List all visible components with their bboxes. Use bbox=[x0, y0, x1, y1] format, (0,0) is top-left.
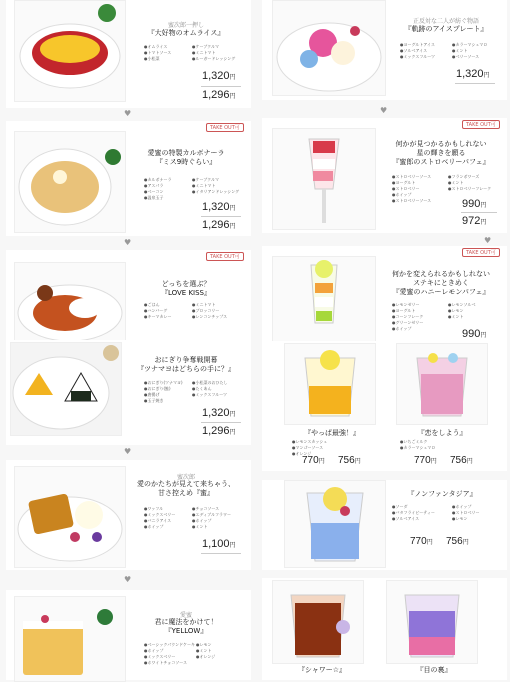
menu-card-pasta[interactable] bbox=[6, 121, 251, 236]
pasta-photo bbox=[14, 131, 126, 233]
price-dine-in: 1,320円 bbox=[202, 70, 236, 82]
drink-pink-photo bbox=[396, 343, 488, 425]
ingredient-list: ●ワッフル ●ミックスベリー ●バニラアイス ●ホイップ ●チョコソース ●エディブルフラワー ●ホイップ ●ミント bbox=[144, 506, 232, 529]
menu-subtitle: 正反対な二人が紡ぐ物語 bbox=[412, 18, 479, 25]
takeout-badge: TAKE OUT可 bbox=[206, 123, 244, 132]
price-takeout: 1,296円 bbox=[202, 219, 236, 231]
price-divider bbox=[455, 83, 495, 84]
nonfantasy-photo bbox=[284, 480, 386, 568]
menu-card-yellow[interactable] bbox=[6, 590, 251, 680]
poundcake-photo bbox=[14, 596, 126, 682]
takeout-badge: TAKE OUT可 bbox=[462, 120, 500, 129]
price-takeout: 972円 bbox=[462, 215, 487, 227]
price-dine-in: 1,320円 bbox=[202, 201, 236, 213]
ingredient-list: ●ベーシックパウンドケーキ ●ホイップ ●ミックスベリー ●ホワイトチョコソース ●レモン ●ミント ●オレンジ bbox=[144, 642, 216, 665]
ingredient-list: ●カルボナーラ ●アスパラ ●ベーコン ●温泉玉子 ●ケーブクルマ ●ミニトマト ●イタリアンドレッシング bbox=[144, 177, 240, 200]
menu-card-strawberry-parfait[interactable] bbox=[262, 118, 507, 233]
heart-divider-icon: ♥ bbox=[124, 238, 132, 247]
price-divider bbox=[201, 422, 241, 423]
menu-subtitle: 蜜次郎 bbox=[176, 474, 195, 481]
price-takeout: 756円 bbox=[338, 455, 361, 466]
price-dine-in: 1,100円 bbox=[202, 538, 236, 550]
menu-card-waffle[interactable] bbox=[6, 460, 251, 570]
hayashi-photo bbox=[14, 262, 126, 342]
price-takeout: 756円 bbox=[450, 455, 473, 466]
menu-title: 『恋をしよう』 bbox=[417, 429, 467, 437]
price-takeout: 756円 bbox=[446, 536, 469, 547]
menu-title: おにぎり争奪戦開幕 『ツナマヨはどちらの手に？』 bbox=[137, 356, 235, 373]
price-dine-in: 1,320円 bbox=[456, 68, 490, 80]
ingredient-list: ●レモンゼリー ●ヨーグルト ●コーンフレーク ●グリーンゼリー ●ホイップ ●レモンソルベ ●レモン ●ミント bbox=[392, 302, 476, 331]
menu-title: 愛蜜の特製カルボナーラ 『ミス9時ぐらい』 bbox=[147, 149, 225, 166]
price-divider bbox=[201, 86, 241, 87]
heart-divider-icon: ♥ bbox=[124, 447, 132, 456]
menu-title: 『シャワー☆』 bbox=[297, 666, 347, 674]
iceplate-photo bbox=[272, 0, 386, 96]
omurice-photo bbox=[14, 0, 126, 102]
takeout-badge: TAKE OUT可 bbox=[462, 248, 500, 257]
menu-card-drinks-2[interactable] bbox=[262, 578, 507, 680]
menu-card-nonfantasy[interactable] bbox=[262, 480, 507, 570]
menu-title: 『ノンファンタジア』 bbox=[407, 490, 477, 498]
price-divider bbox=[461, 212, 497, 213]
price-divider bbox=[201, 216, 241, 217]
menu-card-loveKiss[interactable] bbox=[6, 250, 251, 340]
price-takeout: 1,296円 bbox=[202, 425, 236, 437]
ingredient-list: ●ヨーグルトアイス ●ソルベアイス ●ミックスフルーツ ●カラーマシュマロ ●ミント ●ベリーソース bbox=[400, 42, 488, 59]
frenchtoast-photo bbox=[14, 466, 126, 568]
heart-divider-icon: ♥ bbox=[484, 236, 492, 245]
price-dine-in: 990円 bbox=[462, 198, 487, 210]
menu-card-drinks-1[interactable] bbox=[262, 341, 507, 471]
price-dine-in: 1,320円 bbox=[202, 407, 236, 419]
parfait1-photo bbox=[272, 128, 376, 230]
menu-title: どっちを選ぶ？ 『LOVE KISS』 bbox=[160, 280, 211, 297]
menu-title: 何かを変えられるかもしれない ステキにときめく 『愛蜜のハニーレモンパフェ』 bbox=[392, 270, 490, 296]
drink-yellow-photo bbox=[284, 343, 376, 425]
price-divider bbox=[201, 553, 241, 554]
heart-divider-icon: ♥ bbox=[124, 109, 132, 118]
ingredient-list: ●ソーダ ●バタフライピーティー ●ソルベアイス ●ホイップ ●ストロベリー ●レモン bbox=[392, 504, 480, 521]
ingredient-list: ●オムライス ●トマトソース ●小松菜 ●ケーブクルマ ●ミニトマト ●ルーガードレッシング bbox=[144, 44, 236, 61]
menu-card-omurice[interactable] bbox=[6, 0, 251, 108]
ingredient-list: ●ごはん ●ハンバーグ ●キーマカレー ●ミニトマト ●ブロッコリー ●レンコンチップス bbox=[144, 302, 228, 319]
menu-card-lemon-parfait[interactable] bbox=[262, 246, 507, 341]
menu-subtitle: 愛蜜 bbox=[179, 612, 192, 619]
drink-cola-photo bbox=[272, 580, 364, 664]
price-dine-in: 770円 bbox=[414, 455, 437, 466]
ingredient-list: ●レモンスカッシュ ●マンゴーソース ●オレンジ bbox=[292, 439, 328, 456]
heart-divider-icon: ♥ bbox=[124, 575, 132, 584]
takeout-badge: TAKE OUT可 bbox=[206, 252, 244, 261]
price-dine-in: 770円 bbox=[410, 536, 433, 547]
ingredient-list: ●いちごミルク ●カラーマシュマロ bbox=[400, 439, 436, 450]
onigiri-photo bbox=[10, 342, 122, 436]
menu-title: 『やっぱ最強！』 bbox=[304, 429, 360, 437]
price-dine-in: 770円 bbox=[302, 455, 325, 466]
price-takeout: 1,296円 bbox=[202, 89, 236, 101]
parfait2-photo bbox=[272, 256, 376, 343]
menu-subtitle: 蜜次郎一押し bbox=[167, 22, 204, 29]
ingredient-list: ●ストロベリーソース ●ヨーグルト ●ストロベリー ●ホイップ ●ストロベリーソース ●フランボワーズ ●ミント ●ストロベリーフレーク bbox=[392, 174, 492, 203]
menu-title: 何かが見つかるかもしれない 星の輝きを願る 『蜜郎のストロベリーパフェ』 bbox=[392, 140, 490, 166]
menu-title: 『軌跡のアイスプレート』 bbox=[404, 25, 488, 33]
menu-title: 『大好物のオムライス』 bbox=[147, 29, 225, 37]
menu-card-iceplate[interactable] bbox=[262, 0, 507, 100]
heart-divider-icon: ♥ bbox=[380, 106, 388, 115]
drink-purple-photo bbox=[386, 580, 478, 664]
menu-title: 愛のかたちが見えて来ちゃう、 甘さ控えめ『蜜』 bbox=[137, 480, 235, 497]
ingredient-list: ●おにぎり(ツナマヨ) ●おにぎり(鮭) ●唐揚げ ●玉子焼き ●小松菜のおひたし ●たくあん ●ミックスフルーツ bbox=[144, 380, 228, 403]
menu-title: 君に魔法をかけて！ 『YELLOW』 bbox=[154, 618, 218, 635]
menu-card-onigiri[interactable] bbox=[6, 340, 251, 445]
price-dine-in: 990円 bbox=[462, 328, 487, 340]
menu-title: 『目の裏』 bbox=[416, 666, 452, 674]
